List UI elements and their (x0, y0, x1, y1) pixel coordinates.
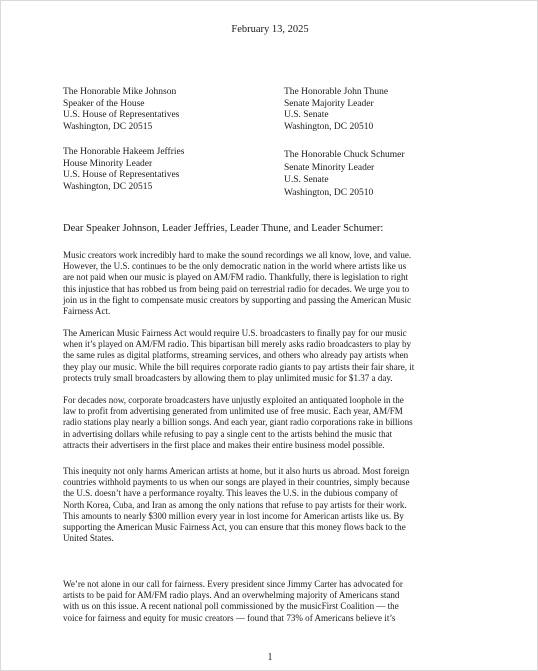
paragraph-line: We’re not alone in our call for fairness. Every president since Jimmy Carter has advocated for (63, 579, 403, 589)
paragraph-line: supporting the American Music Fairness Act, you can ensure that this money flows back to the (63, 522, 406, 533)
salutation: Dear Speaker Johnson, Leader Jeffries, Leader Thune, and Leader Schumer: (63, 223, 384, 234)
address-line: Washington, DC 20510 (284, 187, 374, 198)
paragraph-line: United States. (63, 533, 114, 544)
page-number: 1 (267, 652, 273, 663)
address-line: The Honorable Chuck Schumer (284, 150, 405, 160)
paragraph-line: with us on this issue. A recent national poll commissioned by the musicFirst Coalition — the (63, 601, 399, 612)
paragraph-line: in advertising dollars while refusing to pay a single cent to the artists behind the music that (63, 428, 393, 439)
paragraph-line: join us in the fight to compensate music creators by supporting and passing the American Music (63, 294, 411, 305)
paragraph-line: the U.S. doesn’t have a performance royalty. This leaves the U.S. in the dubious company of (63, 488, 398, 499)
address-line: U.S. House of Representatives (63, 170, 180, 181)
address-line: The Honorable Hakeem Jeffries (63, 147, 185, 157)
paragraph-line: This amounts to nearly $300 million every year in lost income for American artists like us. By (63, 510, 404, 521)
body-paragraph-2 (63, 328, 479, 384)
paragraph-line: radio stations play nearly a billion songs. And each year, giant radio corporations rake in billions (63, 417, 413, 428)
paragraph-line: Music creators work incredibly hard to make the sound recordings we all know, love, and value. (63, 250, 412, 260)
paragraph-line: law to profit from advertising generated from unlimited use of free music. Each year, AM/FM (63, 406, 403, 417)
recipient-address-schumer (284, 149, 405, 199)
address-line: U.S. Senate (284, 175, 329, 186)
address-line: Senate Minority Leader (284, 162, 375, 173)
paragraph-line: North Korea, Cuba, and Iran as among the only nations that refuse to pay artists for their work. (63, 499, 407, 510)
paragraph-line: Fairness Act. (63, 306, 111, 317)
paragraph-line: However, the U.S. continues to be the only democratic nation in the world where artists like us (63, 261, 407, 272)
body-paragraph-1 (63, 250, 479, 317)
body-paragraph-5 (63, 579, 479, 624)
body-paragraph-3 (63, 395, 479, 451)
address-line: Washington, DC 20510 (284, 121, 374, 132)
address-line: U.S. Senate (284, 110, 329, 121)
address-line: Washington, DC 20515 (63, 121, 153, 132)
paragraph-line: artists to be paid for AM/FM radio plays. And an overwhelming majority of Americans stand (63, 590, 400, 601)
paragraph-line: the same rules as digital platforms, streaming services, and others who already pay artists when (63, 350, 409, 361)
paragraph-line: this injustice that has robbed us from being paid on terrestrial radio for decades. We urge you to (63, 283, 410, 294)
address-line: House Minority Leader (63, 158, 153, 169)
paragraph-line: protects truly small broadcasters by allowing them to play unlimited music for $1.37 a day. (63, 372, 393, 383)
address-line: Speaker of the House (63, 98, 145, 109)
paragraph-line: This inequity not only harms American artists at home, but it also hurts us abroad. Most foreign (63, 466, 410, 476)
address-line: The Honorable Mike Johnson (63, 87, 177, 97)
paragraph-line: they play our music. While the bill requires corporate radio giants to pay artists their fair share, it (63, 361, 415, 372)
letter-date: February 13, 2025 (231, 24, 309, 35)
address-line: U.S. House of Representatives (63, 110, 180, 121)
address-line: Senate Majority Leader (284, 98, 374, 109)
paragraph-line: countries withhold payments to us when our songs are played in their countries, simply because (63, 477, 410, 488)
paragraph-line: when it’s played on AM/FM radio. This bipartisan bill merely asks radio broadcasters to play by (63, 339, 412, 350)
paragraph-line: are not paid when our music is played on AM/FM radio. Thankfully, there is legislation to right (63, 272, 408, 283)
address-line: The Honorable John Thune (284, 87, 389, 97)
recipient-address-jeffries (63, 147, 184, 193)
recipient-address-thune (284, 87, 388, 133)
paragraph-line: voice for fairness and equity for music creators — found that 73% of Americans believe it’s (63, 612, 396, 623)
paragraph-line: For decades now, corporate broadcasters have unjustly exploited an antiquated loophole in the (63, 395, 404, 405)
paragraph-line: attracts their advertisers in the first place and makes their entire business model possible. (63, 439, 385, 450)
recipient-address-johnson (63, 87, 179, 133)
paragraph-line: The American Music Fairness Act would require U.S. broadcasters to finally pay for our music (63, 328, 407, 338)
body-paragraph-4 (63, 466, 479, 544)
address-line: Washington, DC 20515 (63, 181, 153, 192)
